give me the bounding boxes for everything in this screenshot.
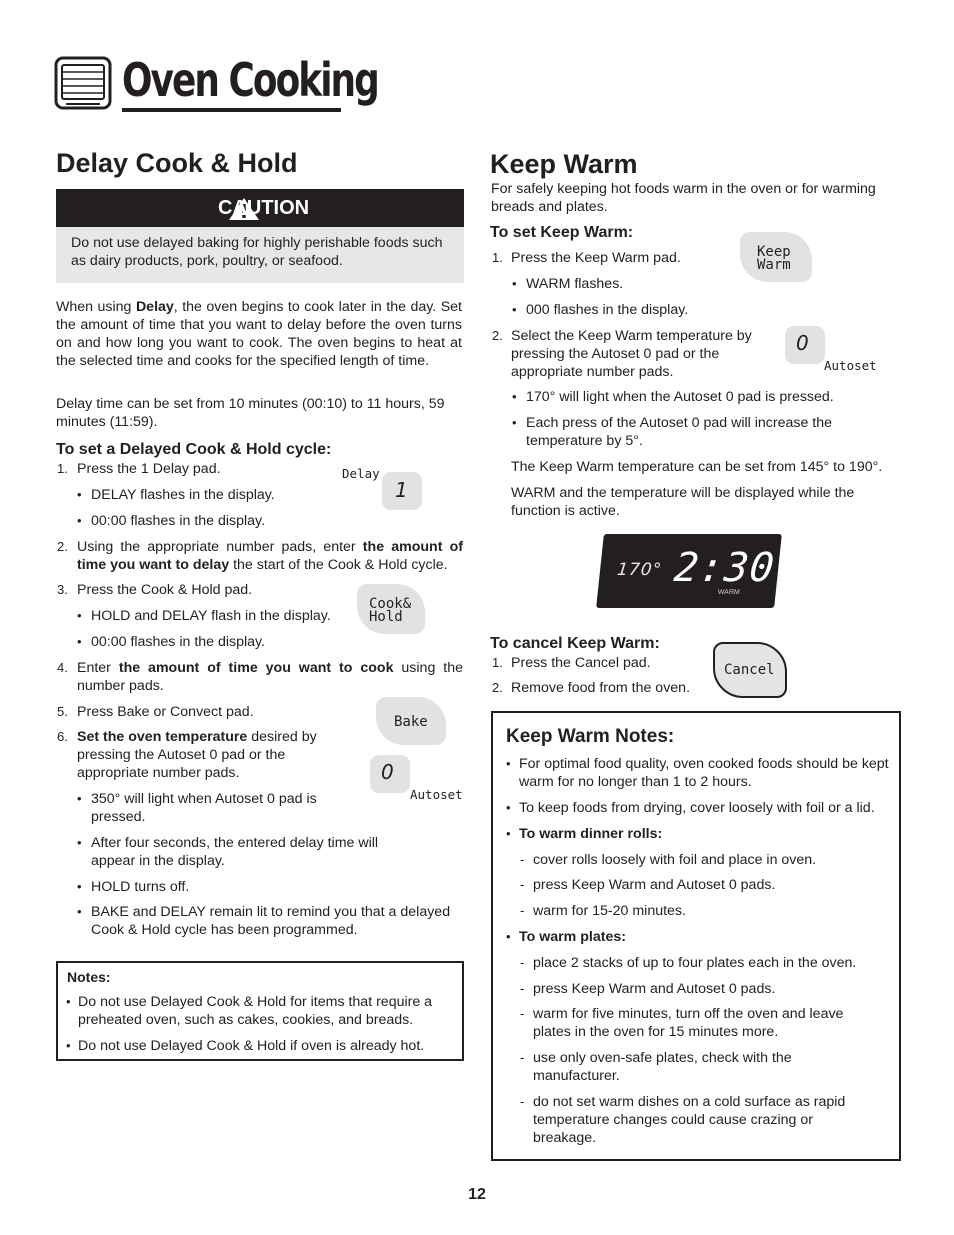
step-number: 1. [57,461,68,476]
note-3-a: cover rolls loosely with foil and place in oven. [533,852,817,868]
keep-step-1: Press the Keep Warm pad. [511,250,681,266]
page-title: Oven Cooking [122,53,378,107]
display-temperature: 170° [616,560,664,580]
control-display [596,534,782,608]
cancel-keep-warm-heading: To cancel Keep Warm: [490,635,660,652]
keep-step-1-bullet-2: 000 flashes in the display. [526,302,689,318]
delay-step-3-bullet-2: 00:00 flashes in the display. [91,634,266,650]
delay-step-6-bullet-4: BAKE and DELAY remain lit to remind you that a delayed Cook & Hold cycle has been programmed. [91,904,451,938]
delay-step-3: Press the Cook & Hold pad. [77,582,253,598]
delay-step-1-bullet-2: 00:00 flashes in the display. [91,513,266,529]
dash: - [520,981,525,996]
step-number: 3. [57,582,68,597]
bullet: • [506,826,511,841]
delay-note-1: Do not use Delayed Cook & Hold for items that require a preheated oven, such as cakes, cookies, and breads. [78,994,433,1028]
oven-icon [54,56,112,110]
step-number: 2. [57,539,68,554]
note-4-a: place 2 stacks of up to four plates each in the oven. [533,955,857,971]
note-4-c: warm for five minutes, turn off the oven and leave plates in the oven for 15 minutes more. [533,1006,844,1040]
one-delay-pad: 1 [382,472,422,510]
autoset-label: Autoset [824,358,877,373]
caution-banner [56,189,464,227]
autoset-zero-pad: 0 [785,326,825,364]
delay-step-3-bullet-1: HOLD and DELAY flash in the display. [91,608,331,624]
delay-step-1-bullet-1: DELAY flashes in the display. [91,487,275,503]
step-number: 2. [492,680,503,695]
cancel-step-1: Press the Cancel pad. [511,655,651,671]
title-underline [122,108,341,112]
keep-warm-displayed: WARM and the temperature will be displayed while the function is active. [511,485,855,519]
note-4-e: do not set warm dishes on a cold surface as rapid temperature changes could cause crazing or breakage. [533,1094,846,1146]
delay-step-1: Press the 1 Delay pad. [77,461,221,477]
keep-warm-notes-title: Keep Warm Notes: [506,726,675,747]
dash: - [520,955,525,970]
dash: - [520,852,525,867]
bullet: • [77,513,82,528]
bullet: • [77,608,82,623]
page-number: 12 [468,1186,486,1203]
cook-hold-pad: Cook& Hold [357,584,425,634]
bullet: • [512,276,517,291]
bullet: • [506,800,511,815]
delay-step-6-bullet-3: HOLD turns off. [91,879,190,895]
bullet: • [506,756,511,771]
note-1: For optimal food quality, oven cooked foods should be kept warm for no longer than 1 to 2 hours. [519,756,889,790]
note-3: To warm dinner rolls: [519,826,663,842]
step-number: 6. [57,729,68,744]
note-3-b: press Keep Warm and Autoset 0 pads. [533,877,776,893]
delay-subheading: To set a Delayed Cook & Hold cycle: [56,441,332,458]
delay-step-6: Set the oven temperature desired by pressing the Autoset 0 pad or the appropriate number pads. [77,729,317,781]
delay-range: Delay time can be set from 10 minutes (00:10) to 11 hours, 59 minutes (11:59). [56,396,445,430]
delay-step-6-bullet-1: 350° will light when Autoset 0 pad is pressed. [91,791,317,825]
dash: - [520,1006,525,1021]
keep-step-2-bullet-1: 170° will light when the Autoset 0 pad is pressed. [526,389,834,405]
delay-pad-label: Delay [342,466,380,481]
keep-step-2-bullet-2: Each press of the Autoset 0 pad will increase the temperature by 5°. [526,415,833,449]
bullet: • [77,879,82,894]
autoset-zero-pad: 0 [370,755,410,793]
notes-title: Notes: [67,969,111,985]
bullet: • [77,634,82,649]
display-mode: WARM [717,589,741,596]
note-2: To keep foods from drying, cover loosely with foil or a lid. [519,800,875,816]
bullet: • [66,1038,71,1053]
step-number: 4. [57,660,68,675]
bullet: • [77,835,82,850]
keep-step-2: Select the Keep Warm temperature by pressing the Autoset 0 pad or the appropriate number pads. [511,328,752,380]
bullet: • [77,487,82,502]
delay-step-6-bullet-2: After four seconds, the entered delay time will appear in the display. [91,835,379,869]
note-4: To warm plates: [519,929,626,945]
delay-notes-box [56,961,464,1061]
bullet: • [77,904,82,919]
bake-pad: Bake [376,697,446,745]
set-keep-warm-heading: To set Keep Warm: [490,224,634,241]
keep-warm-range: The Keep Warm temperature can be set from 145° to 190°. [511,459,883,475]
step-number: 2. [492,328,503,343]
bullet: • [512,302,517,317]
keep-step-1-bullet-1: WARM flashes. [526,276,624,292]
dash: - [520,1050,525,1065]
note-4-b: press Keep Warm and Autoset 0 pads. [533,981,776,997]
keep-warm-notes-box [491,711,901,1161]
delay-intro: When using Delay, the oven begins to cook later in the day. Set the amount of time that you want to delay before the oven turns on and how long you want to cook. The oven begins to heat at the selected time and cooks for the specified length of time. [56,299,462,369]
bullet: • [66,994,71,1009]
display-time: 2:30 [671,545,778,591]
note-3-c: warm for 15-20 minutes. [533,903,686,919]
bullet: • [506,929,511,944]
cancel-step-2: Remove food from the oven. [511,680,691,696]
caution-text: Do not use delayed baking for highly perishable foods such as dairy products, pork, poultry, or seafood. [71,235,443,269]
delay-step-4: Enter the amount of time you want to cook using the number pads. [77,660,463,694]
dash: - [520,903,525,918]
bullet: • [77,791,82,806]
keep-warm-heading: Keep Warm [490,149,638,179]
delay-step-5: Press Bake or Convect pad. [77,704,254,720]
delay-cook-hold-heading: Delay Cook & Hold [56,148,298,178]
caution-label: CAUTION [218,197,310,219]
step-number: 1. [492,655,503,670]
keep-warm-intro: For safely keeping hot foods warm in the oven or for warming breads and plates. [491,181,876,215]
step-number: 1. [492,250,503,265]
keep-warm-pad: Keep Warm [740,232,812,282]
delay-note-2: Do not use Delayed Cook & Hold if oven is already hot. [78,1038,425,1054]
note-4-d: use only oven-safe plates, check with the manufacturer. [533,1050,792,1084]
dash: - [520,1094,525,1109]
delay-step-2: Using the appropriate number pads, enter the amount of time you want to delay the start of the Cook & Hold cycle. [77,539,463,573]
caution-body [56,227,464,283]
bullet: • [512,389,517,404]
cancel-pad: Cancel [713,642,787,698]
dash: - [520,877,525,892]
bullet: • [512,415,517,430]
autoset-label: Autoset [410,787,463,802]
step-number: 5. [57,704,68,719]
